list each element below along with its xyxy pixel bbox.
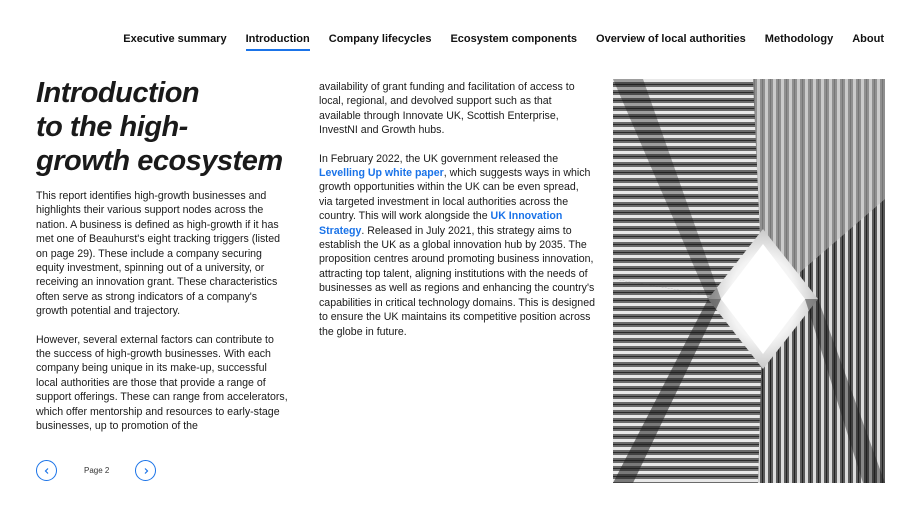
- text-run: . Released in July 2021, this strategy aims to establish the UK as a global innovation hub by 2035. The proposition centres around promoting business innovation, attracting top talent, aligning institutions with the needs of businesses as well as regions and enhancing the country's capabilities in critical technology domains. This is designed to ensure the UK maintains its competitive position across the globe in future.: [319, 224, 595, 338]
- page-title: [36, 76, 306, 178]
- text-run: , which suggests ways in which growth opportunities within the UK can be even spread, via targeted investment in local authorities across the country. This will work alongside the: [319, 167, 591, 223]
- page-number: Page 2: [84, 466, 110, 475]
- nav-about[interactable]: About: [852, 33, 884, 45]
- nav-introduction[interactable]: Introduction: [246, 33, 310, 51]
- title-line: Introduction: [36, 77, 200, 109]
- building-courtyard-photo: [613, 79, 885, 483]
- mid-paragraph: [319, 152, 595, 339]
- text-run: In February 2022, the UK government released the: [319, 152, 559, 165]
- middle-column: [319, 80, 595, 353]
- levelling-up-link[interactable]: Levelling Up white paper: [319, 167, 444, 180]
- title-line: growth ecosystem: [36, 145, 283, 177]
- title-line: to the high-: [36, 111, 188, 143]
- nav-executive-summary[interactable]: Executive summary: [123, 33, 227, 45]
- next-page-button[interactable]: [135, 460, 156, 481]
- nav-overview-local-authorities[interactable]: Overview of local authorities: [596, 33, 746, 45]
- intro-paragraph: However, several external factors can contribute to the success of high-growth businesses. With each company being unique in its make-up, successful local authorities are those that provide a range of support offerings. These can range from accelerators, which offer mentorship and resources to early-stage businesses, up to promotion of the: [36, 333, 288, 433]
- uk-innovation-strategy-link[interactable]: UK Innovation Strategy: [319, 210, 563, 237]
- mid-paragraph: availability of grant funding and facilitation of access to local, regional, and devolved support such as that available through Innovate UK, Scottish Enterprise, InvestNI and Growth hubs.: [319, 81, 575, 137]
- building-courtyard-graphic: [613, 79, 885, 483]
- prev-page-button[interactable]: [36, 460, 57, 481]
- top-nav: [104, 33, 884, 51]
- intro-paragraph: This report identifies high-growth businesses and highlights their various support nodes across the nation. A business is defined as high-growth if it has met one of Beauhurst's eight tracking triggers (listed on page 29). These include a company securing equity investment, spinning out of a university, or receiving an innovation grant. These characteristics often serve as strong indicators of a company's growth potential and trajectory.: [36, 190, 281, 318]
- chevron-right-icon: [142, 467, 150, 475]
- nav-methodology[interactable]: Methodology: [764, 33, 834, 45]
- pager: [36, 460, 156, 481]
- nav-ecosystem-components[interactable]: Ecosystem components: [450, 33, 578, 45]
- left-column: [36, 189, 288, 448]
- chevron-left-icon: [43, 467, 51, 475]
- nav-company-lifecycles[interactable]: Company lifecycles: [328, 33, 432, 45]
